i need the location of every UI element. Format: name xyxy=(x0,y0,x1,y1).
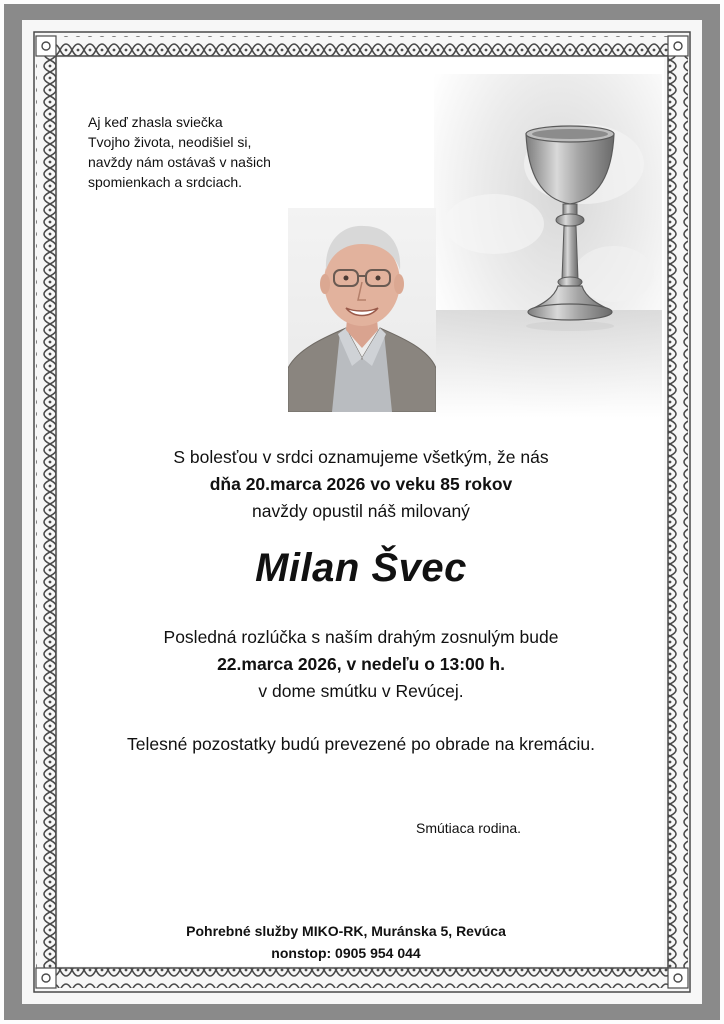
memorial-poem xyxy=(88,112,271,192)
farewell-info xyxy=(58,624,664,705)
obituary-content xyxy=(58,58,664,966)
deceased-portrait xyxy=(288,208,436,412)
funeral-service-name: Pohrebné služby MIKO-RK, Muránska 5, Revúca xyxy=(186,923,506,939)
chalice-image xyxy=(434,74,662,418)
poem-line: navždy nám ostávaš v našich xyxy=(88,154,271,170)
funeral-service-phone: nonstop: 0905 954 044 xyxy=(271,945,421,961)
announcement-line: navždy opustil náš milovaný xyxy=(252,501,470,521)
farewell-date-line: 22.marca 2026, v nedeľu o 13:00 h. xyxy=(217,654,505,674)
funeral-service-info xyxy=(58,920,634,964)
announcement-line: S bolesťou v srdci oznamujeme všetkým, že nás xyxy=(173,447,549,467)
poem-line: Tvojho života, neodišiel si, xyxy=(88,134,252,150)
death-announcement xyxy=(58,444,664,525)
poem-line: spomienkach a srdciach. xyxy=(88,174,243,190)
announcement-date-line: dňa 20.marca 2026 vo veku 85 rokov xyxy=(209,474,513,494)
deceased-name: Milan Švec xyxy=(255,546,467,590)
cremation-note: Telesné pozostatky budú prevezené po obrade na kremáciu. xyxy=(127,734,595,754)
poem-line: Aj keď zhasla sviečka xyxy=(88,114,223,130)
farewell-line: v dome smútku v Revúcej. xyxy=(258,681,464,701)
farewell-line: Posledná rozlúčka s naším drahým zosnulým bude xyxy=(163,627,559,647)
family-signature: Smútiaca rodina. xyxy=(416,820,522,836)
